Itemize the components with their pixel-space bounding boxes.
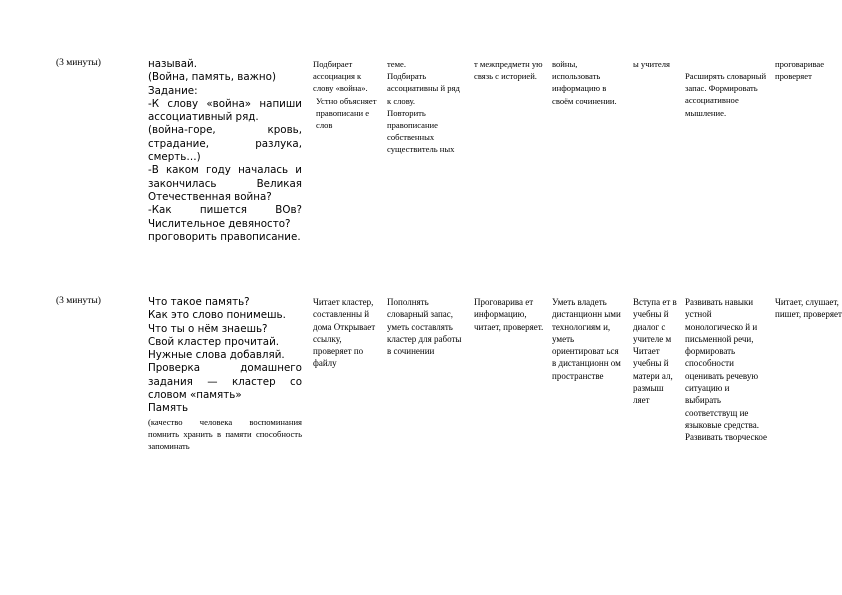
task-line: Нужные слова добавляй. [148, 349, 285, 362]
student-line: Подбирать ассоциативны й ряд к слову. [387, 71, 460, 106]
student-activity [387, 58, 463, 156]
task-line: Задание: [148, 84, 198, 97]
teacher-activity [313, 58, 379, 131]
table-row [0, 296, 842, 536]
task-line: (война-горе, кровь, страдание, разлука, смерть…) [148, 124, 302, 164]
task-text [148, 296, 302, 452]
task-line: Свой кластер прочитай. [148, 335, 280, 348]
skill-cell: т межпредметн ую связь с историей. [474, 59, 543, 82]
task-line: -Как пишется ВОв? Числительное девяносто? [148, 204, 302, 230]
teacher-line: Устно объясняет правописани е слов [316, 95, 377, 131]
teacher-line: Подбирает ассоциация к слову «война». [313, 59, 368, 94]
skill-cell: Проговарива ет информацию, читает, проверяет. [474, 297, 544, 332]
task-line: Память [148, 402, 189, 415]
skill-cell: войны, использовать информацию в своём сочинении. [552, 59, 617, 106]
teacher-activity: Читает кластер, составленны й дома Открывает ссылку, проверяет по файлу [313, 297, 376, 369]
student-action: проговаривае проверяет [775, 59, 825, 82]
task-line: называй. [148, 58, 197, 70]
learning-outcome: Расширять словарный запас. Формировать ассоциативное мышление. [685, 71, 767, 118]
student-action: Читает, слушает, пишет, проверяет [775, 297, 842, 320]
stage-duration: (3 минуты) [56, 58, 101, 68]
skill-cell: ы учителя [633, 59, 670, 69]
student-line: теме. [387, 59, 406, 69]
task-line: -В каком году началась и закончилась Великая Отечественная война? [148, 164, 302, 203]
task-line: Проверка домашнего задания — кластер со словом «память» [148, 362, 302, 402]
student-line: Повторить правописание собственных существитель ных [387, 107, 455, 155]
skill-cell: Вступа ет в учебны й диалог с учителе м Читает учебны й матери ал, размыш ляет [633, 297, 677, 406]
task-line: Что ты о нём знаешь? [148, 322, 268, 335]
learning-outcome: Развивать навыки устной монологическо й и письменной речи, формировать способности оценивать речевую ситуацию и выбирать соответствущ ие языковые средства. Развивать творческое [685, 297, 767, 443]
skill-cell: Уметь владеть дистанционн ыми технологиям и, уметь ориентироват ься в дистанционн ом пространстве [552, 297, 621, 381]
table-row [0, 58, 842, 290]
task-line: Что такое память? [148, 296, 250, 308]
task-line: Как это слово понимешь. [148, 309, 286, 322]
stage-duration: (3 минуты) [56, 296, 101, 306]
student-activity: Пополнять словарный запас, уметь составлять кластер для работы в сочинении [387, 297, 462, 357]
task-line: проговорить правописание. [148, 230, 301, 243]
task-line: -К слову «война» напиши ассоциативный ряд. [148, 97, 302, 124]
task-definition: (качество человека воспоминания помнить хранить в памяти способность запоминать [148, 416, 302, 452]
task-line: (Война, память, важно) [148, 71, 276, 84]
task-text [148, 58, 302, 244]
